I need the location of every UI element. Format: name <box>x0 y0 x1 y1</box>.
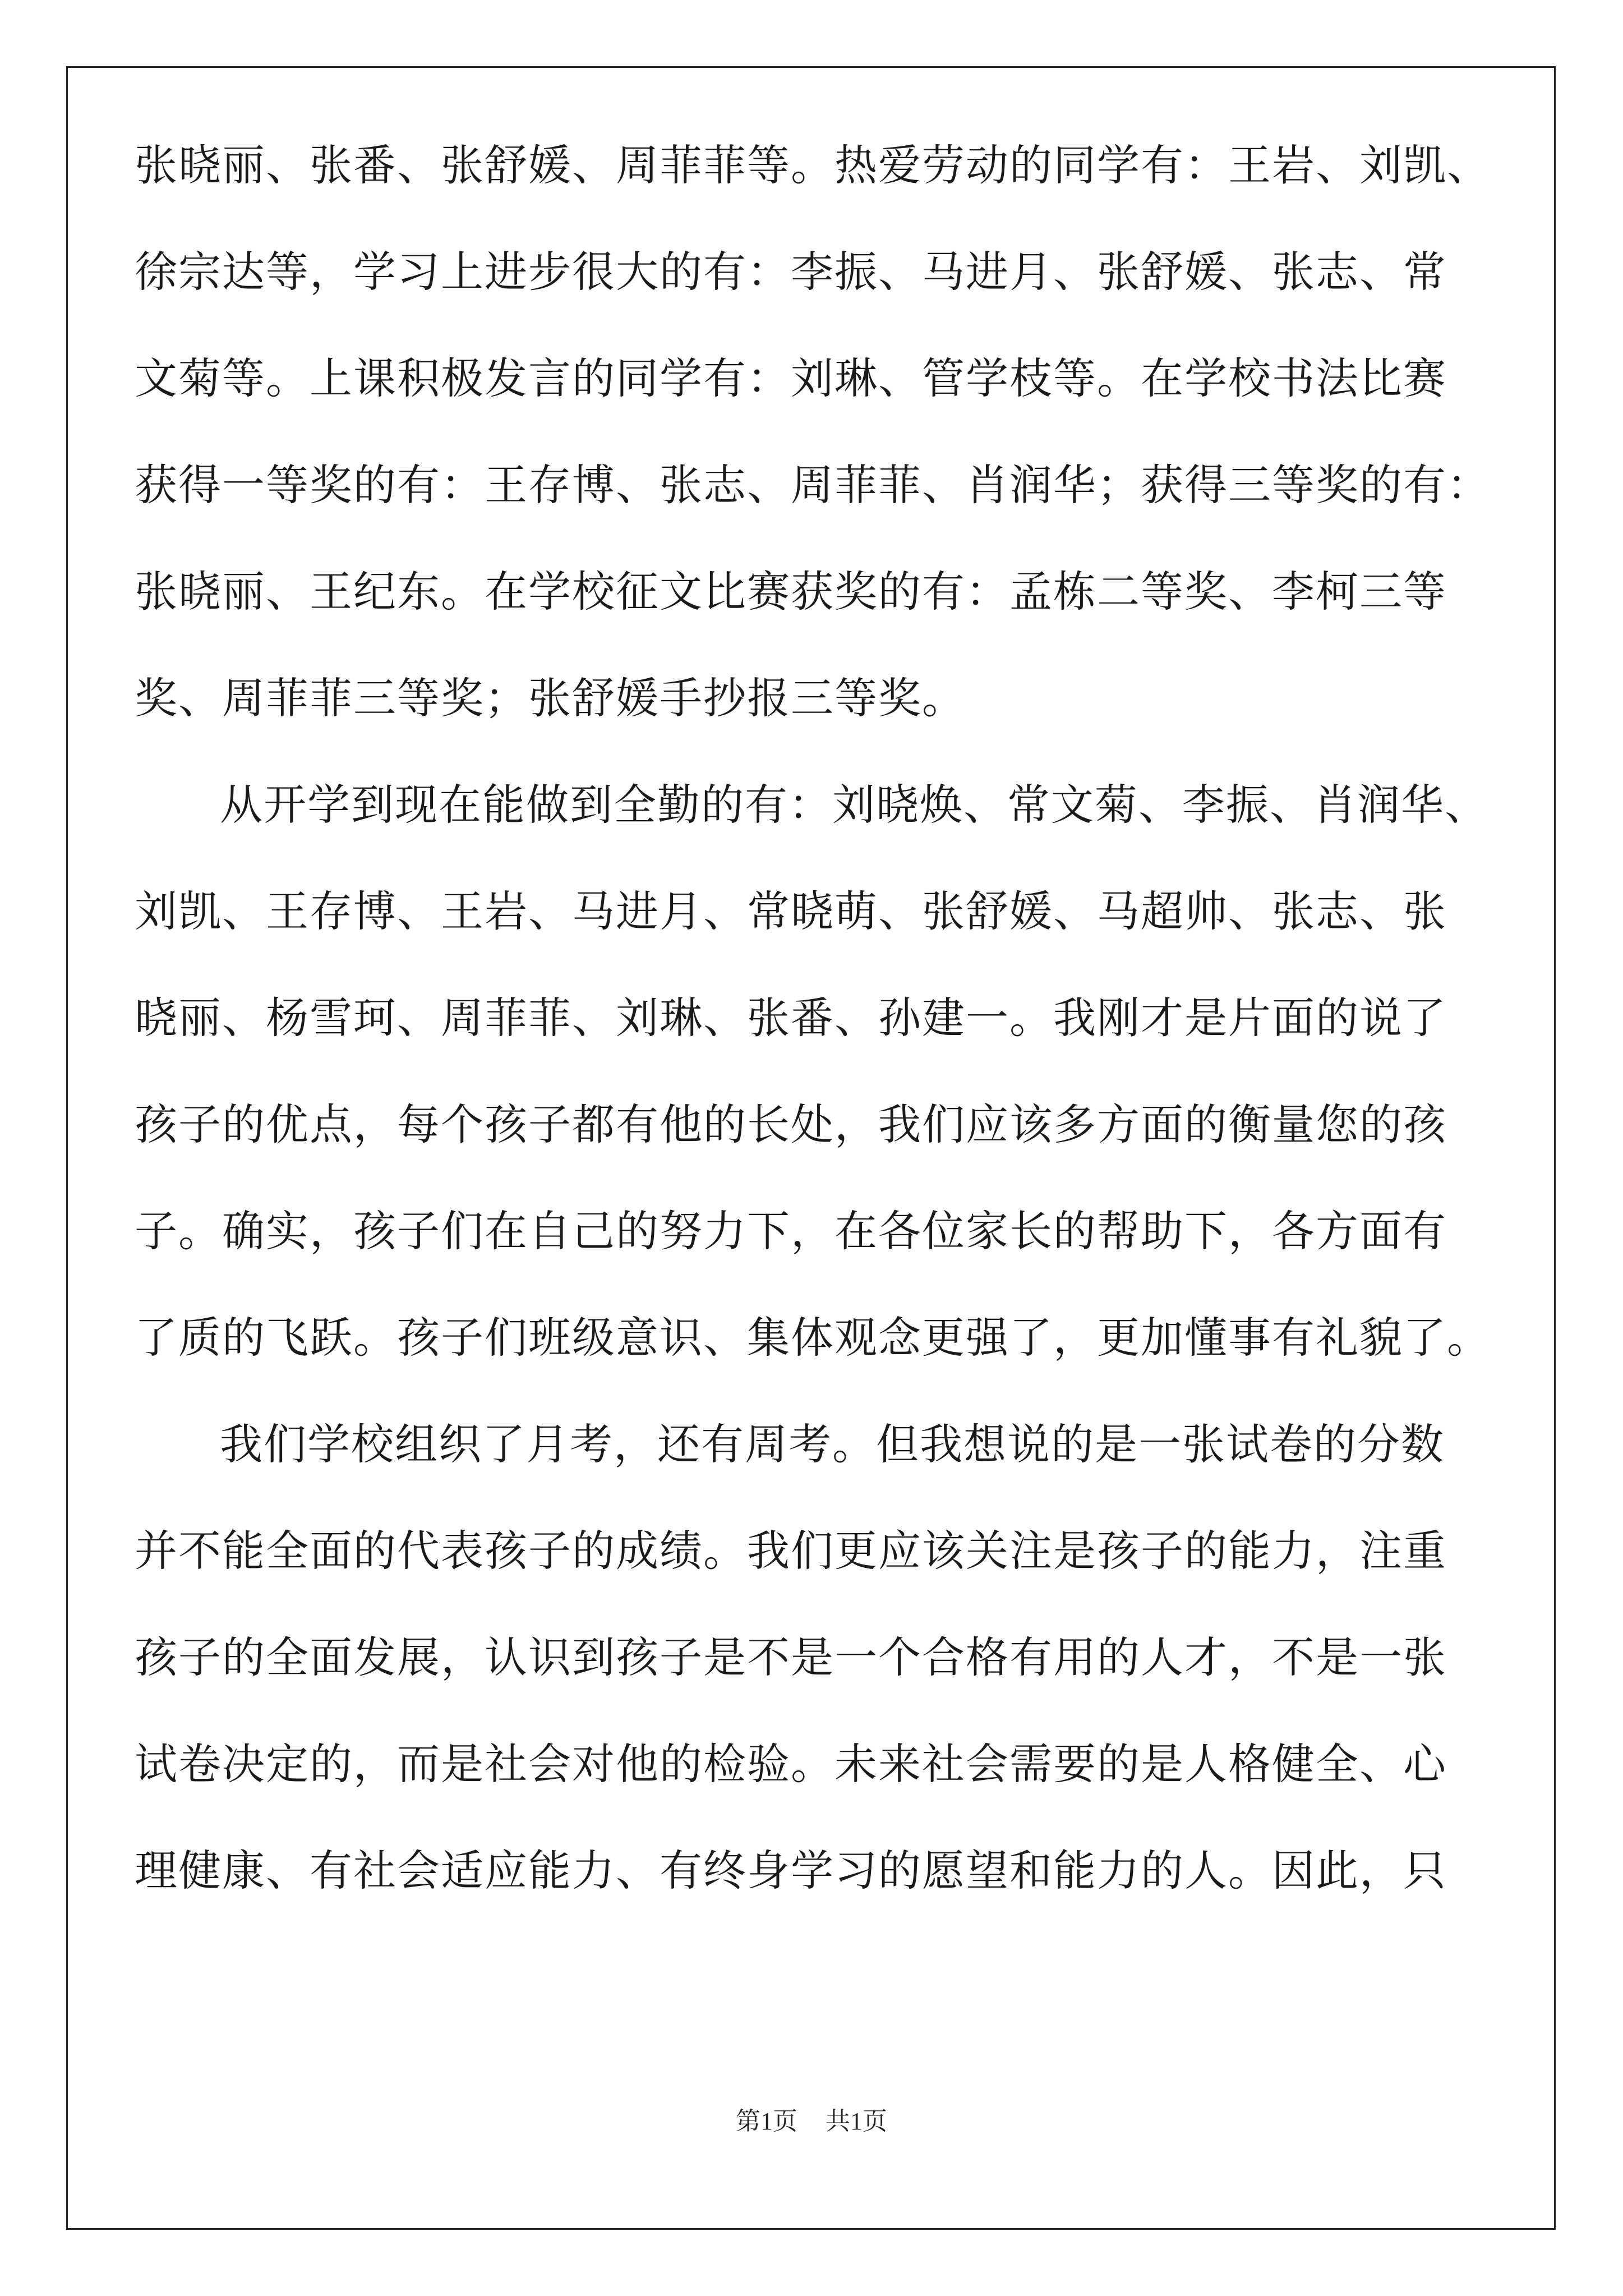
text-line: 获得一等奖的有：王存博、张志、周菲菲、肖润华；获得三等奖的有： <box>135 460 1491 510</box>
text-line: 刘凯、王存博、王岩、马进月、常晓萌、张舒媛、马超帅、张志、张 <box>135 886 1447 936</box>
text-line: 子。确实，孩子们在自己的努力下，在各位家长的帮助下，各方面有 <box>135 1206 1447 1256</box>
page-number: 第1页 <box>736 2108 797 2135</box>
document-body <box>135 112 1491 1924</box>
text-line: 徐宗达等，学习上进步很大的有：李振、马进月、张舒媛、张志、常 <box>135 247 1447 297</box>
text-line: 文菊等。上课积极发言的同学有：刘琳、管学枝等。在学校书法比赛 <box>135 353 1447 403</box>
text-line: 理健康、有社会适应能力、有终身学习的愿望和能力的人。因此，只 <box>135 1846 1447 1895</box>
paragraph-start-line: 我们学校组织了月考，还有周考。但我想说的是一张试卷的分数 <box>220 1419 1445 1469</box>
page-total: 共1页 <box>826 2108 887 2135</box>
text-line: 晓丽、杨雪珂、周菲菲、刘琳、张番、孙建一。我刚才是片面的说了 <box>135 993 1447 1043</box>
text-line: 试卷决定的，而是社会对他的检验。未来社会需要的是人格健全、心 <box>135 1739 1447 1789</box>
page-footer <box>0 2101 1623 2137</box>
text-line: 了质的飞跃。孩子们班级意识、集体观念更强了，更加懂事有礼貌了。 <box>135 1313 1491 1363</box>
text-line: 并不能全面的代表孩子的成绩。我们更应该关注是孩子的能力，注重 <box>135 1526 1447 1576</box>
text-line: 孩子的优点，每个孩子都有他的长处，我们应该多方面的衡量您的孩 <box>135 1099 1447 1149</box>
text-line: 张晓丽、王纪东。在学校征文比赛获奖的有：孟栋二等奖、李柯三等 <box>135 567 1447 616</box>
paragraph-start-line: 从开学到现在能做到全勤的有：刘晓焕、常文菊、李振、肖润华、 <box>220 780 1488 830</box>
text-line: 奖、周菲菲三等奖；张舒媛手抄报三等奖。 <box>135 673 966 723</box>
text-line: 张晓丽、张番、张舒媛、周菲菲等。热爱劳动的同学有：王岩、刘凯、 <box>135 140 1491 190</box>
text-line: 孩子的全面发展，认识到孩子是不是一个合格有用的人才，不是一张 <box>135 1632 1447 1682</box>
